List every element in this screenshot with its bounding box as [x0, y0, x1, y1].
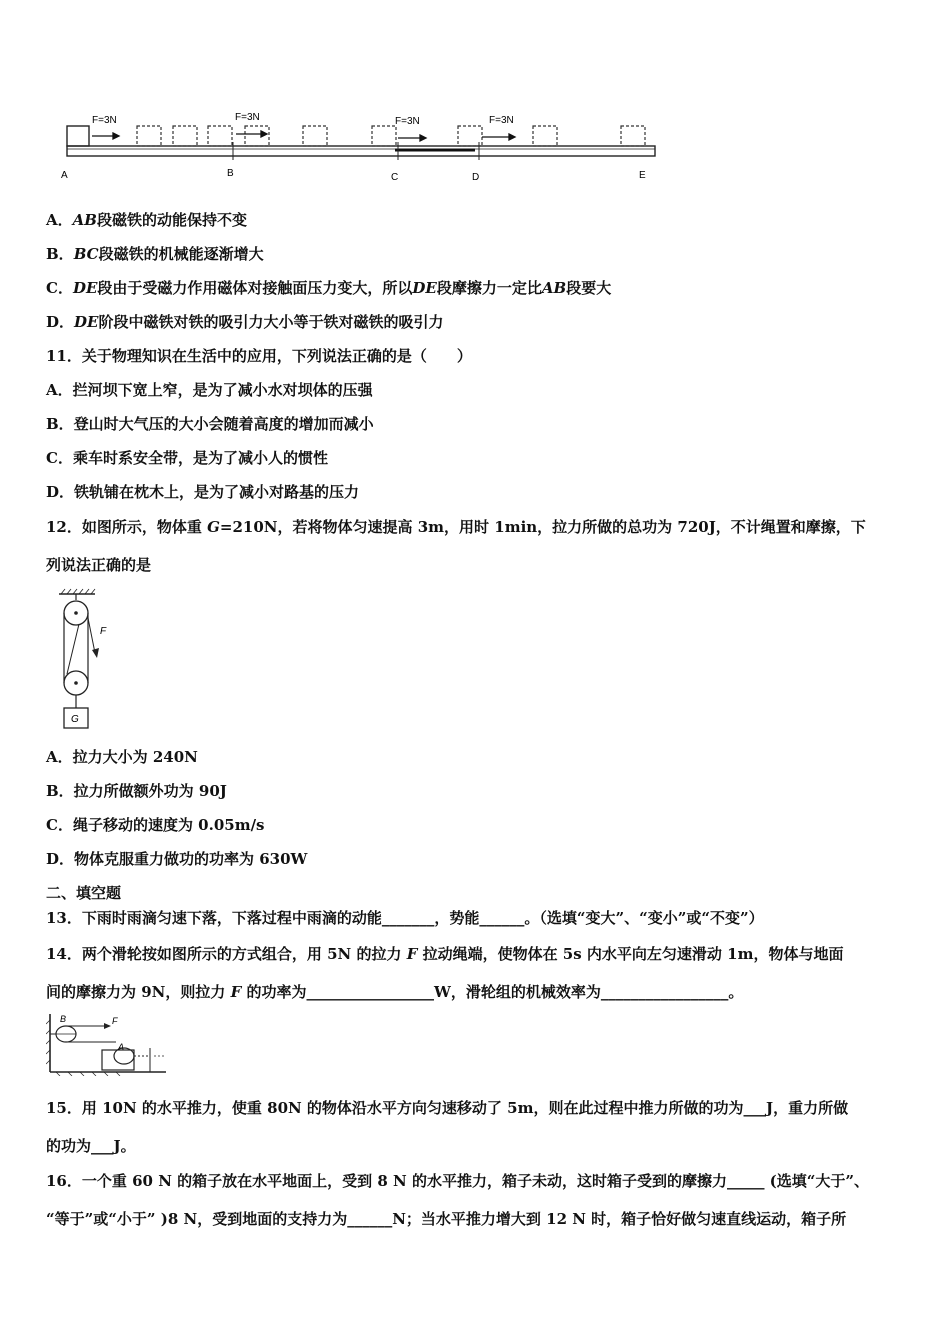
pulley-a-label: A	[118, 1042, 125, 1052]
q10-option-b: B．BC段磁铁的机械能逐渐增大	[46, 245, 264, 263]
q10-option-d: D．DE阶段中磁铁对铁的吸引力大小等于铁对磁铁的吸引力	[46, 313, 444, 331]
q12-option-d: D．物体克服重力做功的功率为 630W	[46, 850, 308, 868]
q11-option-a: A．拦河坝下宽上窄，是为了减小水对坝体的压强	[46, 381, 373, 399]
point-label-a: A	[61, 170, 68, 181]
q11-option-b: B．登山时大气压的大小会随着高度的增加而减小	[46, 415, 374, 433]
q11-stem: 11．关于物理知识在生活中的应用，下列说法正确的是（ ）	[46, 347, 472, 365]
q13-text: 13．下雨时雨滴匀速下落，下落过程中雨滴的动能_______，势能______。（选填“变大”、“变小”或“不变”）	[46, 909, 764, 927]
force-label-3: F=3N	[395, 116, 420, 127]
q12-option-b: B．拉力所做额外功为 90J	[46, 782, 227, 800]
q10-option-a: A．AB段磁铁的动能保持不变	[46, 211, 247, 229]
point-label-d: D	[472, 172, 480, 183]
section-heading: 二、填空题	[46, 884, 122, 902]
pulley-b-label: B	[60, 1014, 67, 1024]
pulley-figure	[55, 588, 125, 733]
q12-option-a: A．拉力大小为 240N	[46, 748, 198, 766]
force-label-1: F=3N	[92, 115, 117, 126]
q12-option-c: C．绳子移动的速度为 0.05m/s	[46, 816, 265, 834]
q12-stem-continued: 列说法正确的是	[46, 556, 152, 574]
q16-line1: 16．一个重 60 N 的箱子放在水平地面上，受到 8 N 的水平推力，箱子未动，这时箱子受到的摩擦力_____ (选填“大于”、	[46, 1172, 870, 1190]
pulley-weight-label: G	[71, 714, 79, 725]
q10-option-c: C．DE段由于受磁力作用磁体对接触面压力变大，所以DE段摩擦力一定比AB段要大	[46, 279, 612, 297]
force-label-4: F=3N	[489, 115, 514, 126]
q14-line1: 14．两个滑轮按如图所示的方式组合，用 5N 的拉力 F 拉动绳端，使物体在 5s 内水平向左匀速滑动 1m，物体与地面	[46, 945, 844, 963]
q15-line2: 的功为___J。	[46, 1137, 136, 1155]
q14-line2: 间的摩擦力为 9N，则拉力 F 的功率为_________________W，滑轮组的机械效率为_________________。	[46, 983, 744, 1001]
q12-stem: 12．如图所示，物体重 G=210N，若将物体匀速提高 3m，用时 1min，拉力所做的总功为 720J，不计绳置和摩擦，下	[46, 518, 866, 536]
point-label-e: E	[639, 170, 646, 181]
point-label-b: B	[227, 168, 234, 179]
q11-option-d: D．铁轨铺在枕木上，是为了减小对路基的压力	[46, 483, 360, 501]
horizontal-pulley-figure	[46, 1010, 168, 1076]
point-label-c: C	[391, 172, 399, 183]
force-label-2: F=3N	[235, 112, 260, 123]
q16-line2: “等于”或“小于” )8 N，受到地面的支持力为______N；当水平推力增大到 12 N 时，箱子恰好做匀速直线运动，箱子所	[46, 1210, 847, 1228]
q15-line1: 15．用 10N 的水平推力，使重 80N 的物体沿水平方向匀速移动了 5m，则在此过程中推力所做的功为___J，重力所做	[46, 1099, 849, 1117]
pulley-force-label: F	[100, 626, 107, 637]
magnet-track-figure	[55, 108, 665, 188]
q11-option-c: C．乘车时系安全带，是为了减小人的惯性	[46, 449, 328, 467]
force-f-label: F	[112, 1016, 118, 1026]
